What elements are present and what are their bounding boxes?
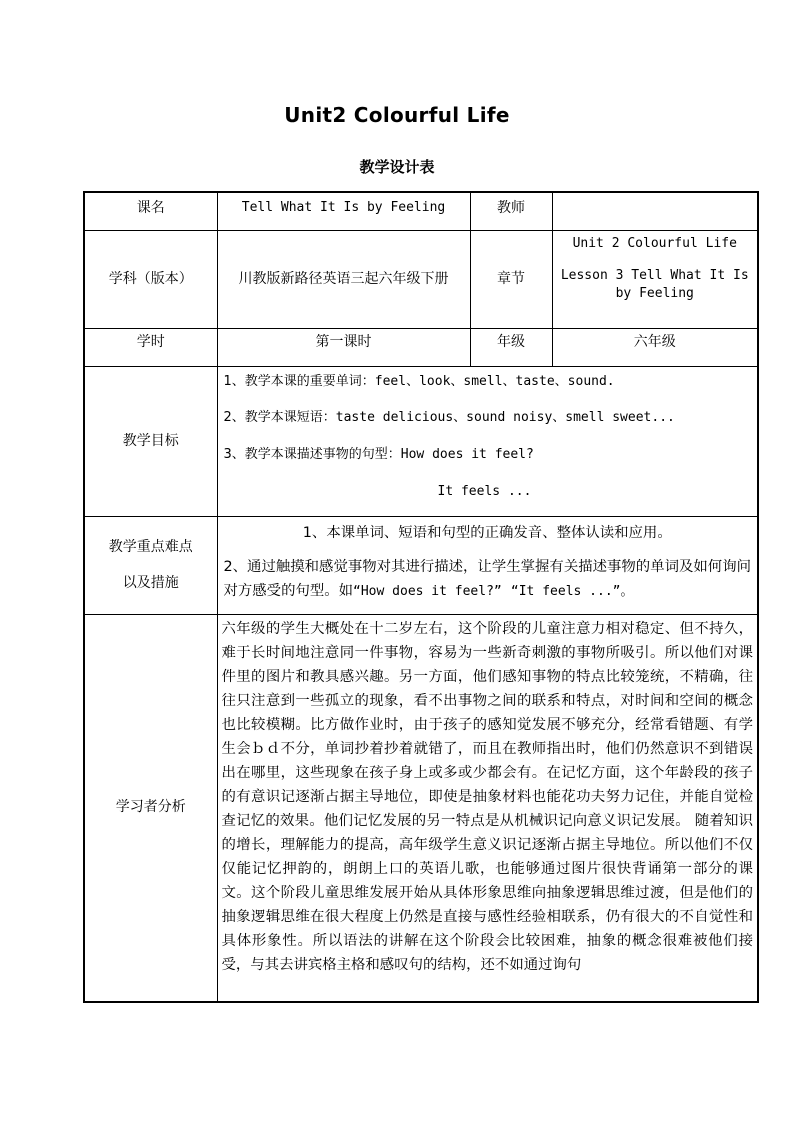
key-points-content [217, 516, 758, 614]
goal-3-prefix: 3、教学本课描述事物的句型： [223, 447, 401, 463]
period-label: 学时 [84, 328, 217, 366]
key-point-2-text: 2、通过触摸和感觉事物对其进行描述，让学生掌握有关描述事物的单词及如何询问对方感受的句型。如 [223, 558, 751, 599]
teaching-goals-content [217, 366, 758, 516]
subject-value [217, 230, 470, 328]
teaching-goals-label: 教学目标 [84, 366, 217, 516]
key-points-label-line1: 教学重点难点 [108, 539, 193, 555]
teacher-value [552, 192, 758, 230]
document-subtitle: 教学设计表 [359, 158, 435, 176]
lesson-design-table [83, 191, 759, 1003]
key-points-label [84, 516, 217, 614]
goal-1-text: feel、look、smell、taste、sound. [374, 373, 615, 389]
key-points-label-line2: 以及措施 [122, 575, 179, 591]
subject-label: 学科（版本） [84, 230, 217, 328]
key-point-2-question: “How does it feel?” [353, 583, 502, 599]
grade-label: 年级 [470, 328, 552, 366]
learner-analysis-text: 六年级的学生大概处在十二岁左右，这个阶段的儿童注意力相对稳定、但不持久，难于长时间地注意同一件事物，容易为一些新奇刺激的事物所吸引。所以他们对课件里的图片和教具感兴趣。另一方面，他们感知事物的特点比较笼统，不精确，往往只注意到一些孤立的现象，看不出事物之间的联系和特点，对时间和空间的概念也比较模糊。比方做作业时，由于孩子的感知觉发展不够充分，经常看错题、有学生会ｂｄ不分，单词抄着抄着就错了，而且在教师指出时，他们仍然意识不到错误出在哪里，这些现象在孩子身上或多或少都会有。在记忆方面，这个年龄段的孩子的有意识记逐渐占据主导地位，即使是抽象材料也能花功夫努力记住，并能自觉检查记忆的效果。他们记忆发展的另一特点是从机械识记向意义识记发展。 随着知识的增长，理解能力的提高，高年级学生意义识记逐渐占据主导地位。所以他们不仅仅能记忆押韵的，朗朗上口的英语儿歌，也能够通过图片很快背诵第一部分的课文。这个阶段儿童思维发展开始从具体形象思维向抽象逻辑思维过渡，但是他们的抽象逻辑思维在很大程度上仍然是直接与感性经验相联系，仍有很大的不自觉性和具体形象性。所以语法的讲解在这个阶段会比较困难，抽象的概念很难被他们接受，与其去讲宾格主格和感叹句的结构，还不如通过询句 [221, 620, 753, 973]
subject-value-text: 川教版新路径英语三起六年级下册 [238, 270, 449, 287]
document-title: Unit2 Colourful Life [284, 103, 510, 127]
key-point-1: 1、本课单词、短语和句型的正确发音、整体认读和应用。 [302, 524, 672, 541]
learner-analysis-content [217, 614, 758, 1002]
grade-value: 六年级 [552, 328, 758, 366]
chapter-label: 章节 [470, 230, 552, 328]
goal-3-answer: It feels ... [437, 484, 532, 500]
course-name-label: 课名 [84, 192, 217, 230]
teacher-label: 教师 [470, 192, 552, 230]
period-value: 第一课时 [217, 328, 470, 366]
key-point-2-answer: “It feels ...”。 [510, 583, 634, 599]
goal-2-prefix: 2、教学本课短语： [223, 410, 336, 426]
key-point-2 [224, 555, 752, 604]
goal-1-prefix: 1、教学本课的重要单词： [223, 373, 375, 389]
chapter-lesson: Lesson 3 Tell What It Is by Feeling [560, 267, 749, 301]
chapter-value [552, 230, 758, 328]
chapter-unit: Unit 2 Colourful Life [572, 235, 737, 251]
goal-3-text: How does it feel? [400, 447, 534, 463]
learner-analysis-label: 学习者分析 [84, 614, 217, 1002]
course-name-value: Tell What It Is by Feeling [217, 192, 470, 230]
goal-2-text: taste delicious、sound noisy、smell sweet... [335, 410, 675, 426]
